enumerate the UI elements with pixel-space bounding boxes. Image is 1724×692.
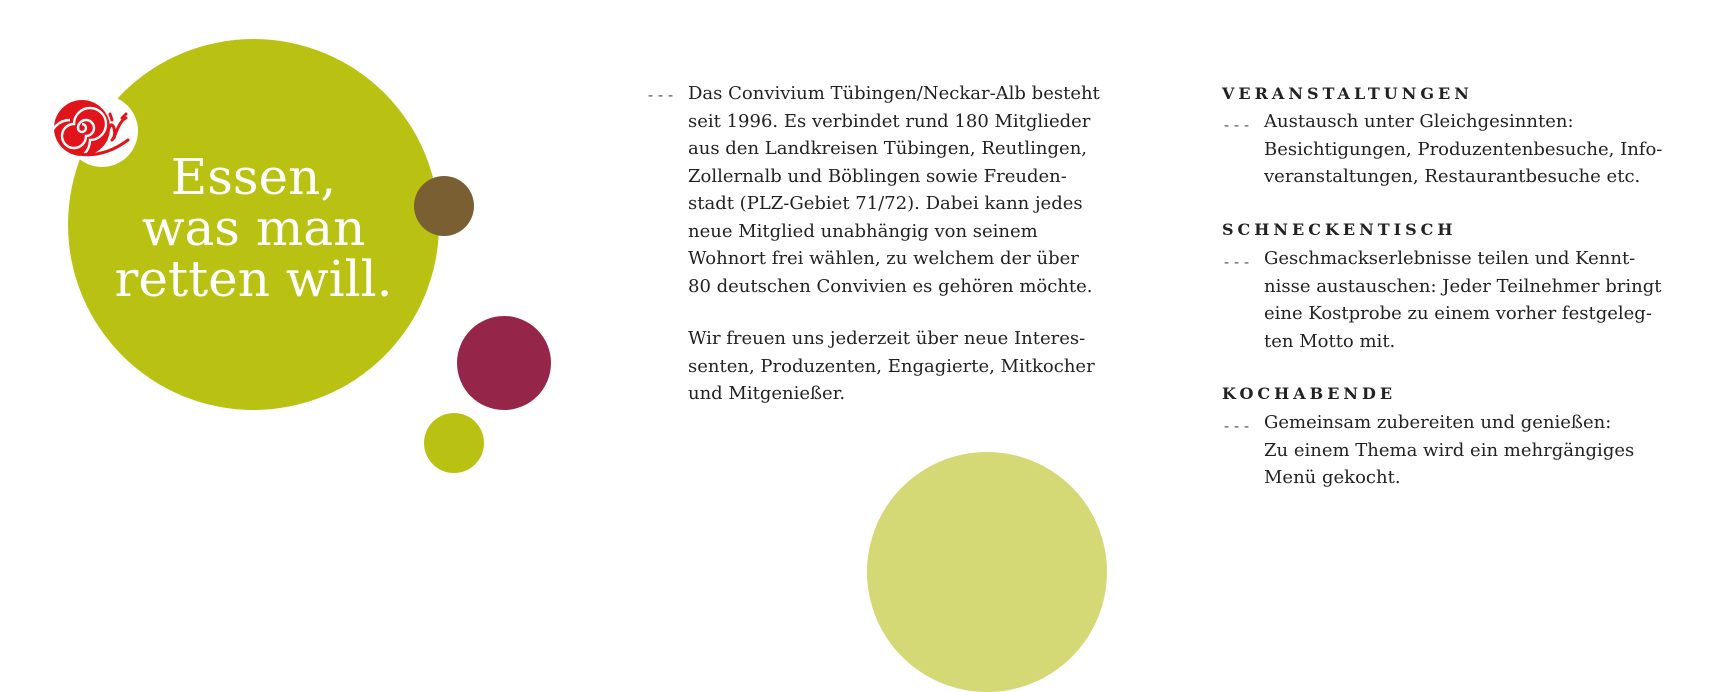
small-green-dot — [424, 413, 484, 473]
text-line: Besichtigungen, Produzentenbesuche, Info- — [1264, 138, 1663, 160]
text-line: 80 deutschen Convivien es gehören möchte. — [688, 275, 1093, 297]
text-line: Zollernalb und Böblingen sowie Freuden- — [688, 165, 1067, 187]
text-line: veranstaltungen, Restaurantbesuche etc. — [1264, 166, 1641, 187]
text-line: nisse austauschen: Jeder Teilnehmer bringt — [1264, 275, 1662, 297]
maroon-dot — [457, 316, 551, 410]
text-line: eine Kostprobe zu einem vorher festgeleg- — [1264, 303, 1652, 324]
text-line: und Mitgenießer. — [688, 383, 846, 404]
text-line: Zu einem Thema wird ein mehrgängiges — [1264, 439, 1635, 461]
text-line: Gemeinsam zubereiten und genießen: — [1264, 412, 1612, 433]
dash-marker: --- — [1222, 417, 1253, 435]
text-line: aus den Landkreisen Tübingen, Reutlingen, — [688, 138, 1088, 159]
section-text-schneckentisch — [1264, 245, 1662, 355]
text-line: stadt (PLZ-Gebiet 71/72). Dabei kann jedes — [688, 193, 1083, 214]
headline-line: was man — [141, 199, 366, 257]
headline — [68, 148, 439, 308]
text-line: seit 1996. Es verbindet rund 180 Mitglieder — [688, 110, 1091, 132]
dash-marker: --- — [646, 86, 677, 104]
text-line: Das Convivium Tübingen/Neckar-Alb besteht — [688, 83, 1100, 104]
text-line: senten, Produzenten, Engagierte, Mitkocher — [688, 355, 1095, 377]
section-text-kochabende — [1264, 409, 1634, 492]
section-title-kochabende: KOCHABENDE — [1222, 384, 1397, 403]
dash-marker: --- — [1222, 253, 1253, 271]
text-line: Geschmackserlebnisse teilen und Kennt- — [1264, 248, 1636, 269]
dash-marker: --- — [1222, 116, 1253, 134]
section-title-schneckentisch: SCHNECKENTISCH — [1222, 220, 1457, 239]
headline-line: Essen, — [170, 148, 337, 206]
text-line: Menü gekocht. — [1264, 467, 1401, 488]
text-line: Wohnort frei wählen, zu welchem der über — [688, 248, 1079, 269]
text-line: Austausch unter Gleichgesinnten: — [1264, 111, 1574, 132]
section-text-veranstaltungen — [1264, 108, 1662, 191]
bottom-circle — [867, 452, 1107, 692]
text-line: neue Mitglied unabhängig von seinem — [688, 220, 1038, 242]
intro-paragraph — [688, 80, 1100, 300]
text-line: Wir freuen uns jederzeit über neue Interes- — [688, 328, 1086, 349]
section-title-veranstaltungen: VERANSTALTUNGEN — [1222, 84, 1473, 103]
headline-line: retten will. — [114, 250, 393, 308]
text-line: ten Motto mit. — [1264, 330, 1396, 352]
intro-paragraph — [688, 325, 1095, 408]
